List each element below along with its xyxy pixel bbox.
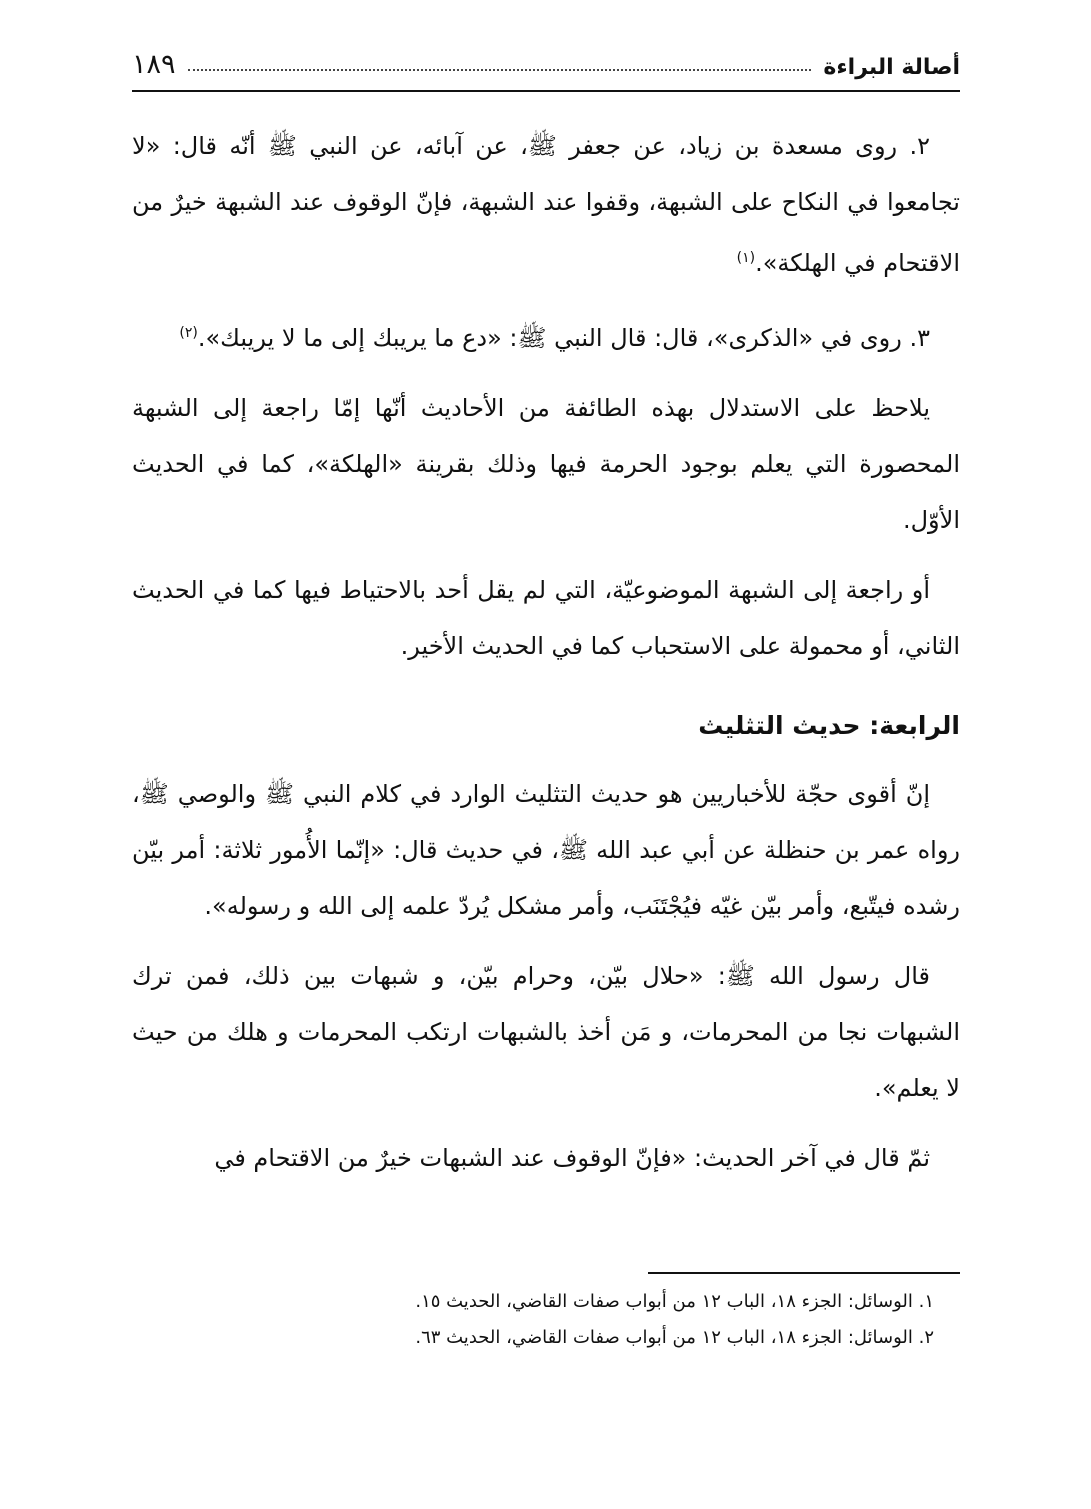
page-number: ١٨٩ <box>132 49 176 80</box>
footnote-marker: (١) <box>736 250 756 266</box>
paragraph-comment: يلاحظ على الاستدلال بهذه الطائفة من الأحاديث أنّها إمّا راجعة إلى الشبهة المحصورة التي يعلم بوجود الحرمة فيها وذلك بقرينة «الهلكة»، كما في الحديث الأوّل. <box>132 394 960 534</box>
footnote-item: ١. الوسائل: الجزء ١٨، الباب ١٢ من أبواب صفات القاضي، الحديث ١٥. <box>415 1291 934 1312</box>
page-header <box>132 30 960 92</box>
section-paragraph: ثمّ قال في آخر الحديث: «فإنّ الوقوف عند الشبهات خيرٌ من الاقتحام في <box>214 1144 930 1172</box>
footnote-item: ٢. الوسائل: الجزء ١٨، الباب ١٢ من أبواب صفات القاضي، الحديث ٦٣. <box>415 1327 934 1348</box>
paragraph-comment-continued: أو راجعة إلى الشبهة الموضوعيّة، التي لم يقل أحد بالاحتياط فيها كما في الحديث الثاني، أو محمولة على الاستحباب كما في الحديث الأخير. <box>132 576 960 660</box>
running-title: أصالة البراءة <box>823 55 960 80</box>
page-body <box>132 118 960 1186</box>
book-page <box>132 30 960 1348</box>
footnotes <box>132 1272 960 1356</box>
paragraph-text: ٣. روى في «الذكرى»، قال: قال النبي ﷺ: «دع ما يريبك إلى ما لا يريبك». <box>197 324 930 352</box>
dotted-leader <box>188 69 812 71</box>
section-paragraph: قال رسول الله ﷺ: «حلال بيّن، وحرام بيّن، و شبهات بين ذلك، فمن ترك الشبهات نجا من المحرمات، و مَن أخذ بالشبهات ارتكب المحرمات و هلك من حيث لا يعلم». <box>132 962 960 1102</box>
paragraph-hadith-2 <box>132 118 960 291</box>
footnote-divider <box>648 1272 960 1274</box>
footnote-marker: (٢) <box>179 325 198 341</box>
section-heading: الرابعة: حديث التثليث <box>698 711 960 740</box>
paragraph-text: ٢. روى مسعدة بن زياد، عن جعفر ﷺ، عن آبائه، عن النبي ﷺ أنّه قال: «لا تجامعوا في النكاح على الشبهة، وقفوا عند الشبهة، فإنّ الوقوف عند الشبهة خيرٌ من الاقتحام في الهلكة». <box>132 132 960 277</box>
section-paragraph: إنّ أقوى حجّة للأخباريين هو حديث التثليث الوارد في كلام النبي ﷺ والوصي ﷺ، رواه عمر بن حنظلة عن أبي عبد الله ﷺ، في حديث قال: «إنّما الأُمور ثلاثة: أمر بيّن رشده فيتّبع، وأمر بيّن غيّه فيُجْتَنَب، وأمر مشكل يُردّ علمه إلى الله و رسوله». <box>132 780 960 920</box>
paragraph-hadith-3 <box>132 305 960 366</box>
